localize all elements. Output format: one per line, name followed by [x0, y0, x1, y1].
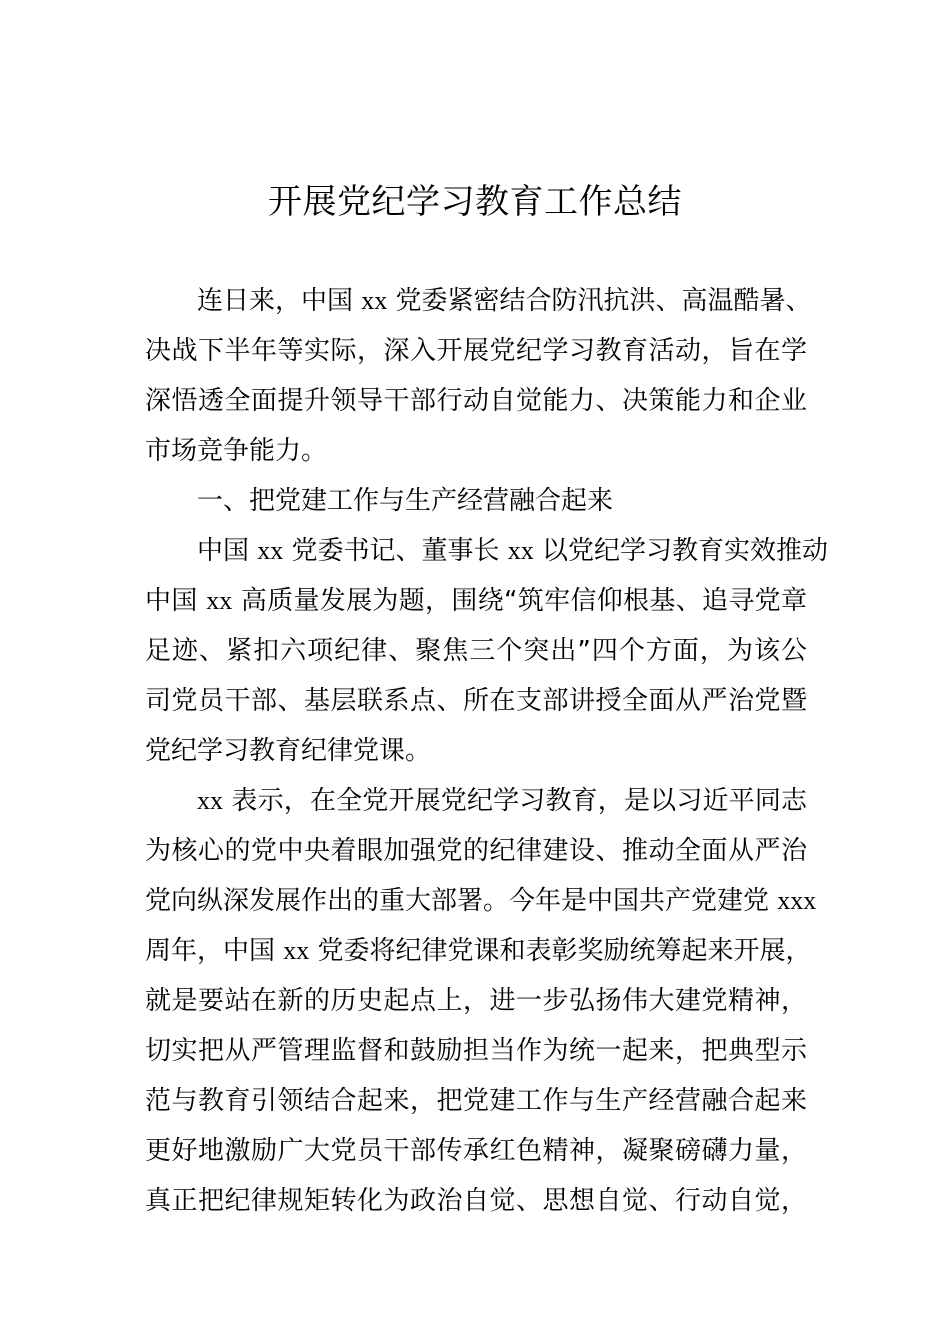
text-line: 深悟透全面提升领导干部行动自觉能力、决策能力和企业: [145, 386, 807, 416]
text-line: 决战下半年等实际，深入开展党纪学习教育活动，旨在学: [145, 336, 807, 366]
text-line: 就是要站在新的历史起点上，进一步弘扬伟大建党精神，: [145, 986, 807, 1016]
text-line: 范与教育引领结合起来，把党建工作与生产经营融合起来: [145, 1086, 807, 1116]
text-line: 更好地激励广大党员干部传承红色精神，凝聚磅礴力量，: [145, 1136, 807, 1166]
text-line: 足迹、紧扣六项纪律、聚焦三个突出”四个方面，为该公: [145, 636, 807, 666]
text-line: 为核心的党中央着眼加强党的纪律建设、推动全面从严治: [145, 836, 807, 866]
text-line: 中国 xx 高质量发展为题，围绕“筑牢信仰根基、追寻党章: [145, 586, 807, 616]
text-line: 真正把纪律规矩转化为政治自觉、思想自觉、行动自觉，: [145, 1186, 807, 1216]
text-line: 党纪学习教育纪律党课。: [145, 736, 432, 766]
text-line: 周年，中国 xx 党委将纪律党课和表彰奖励统筹起来开展，: [145, 936, 812, 966]
text-line: 司党员干部、基层联系点、所在支部讲授全面从严治党暨: [145, 686, 807, 716]
text-line: 中国 xx 党委书记、董事长 xx 以党纪学习教育实效推动: [197, 536, 829, 566]
text-line: xx 表示，在全党开展党纪学习教育，是以习近平同志: [197, 786, 807, 816]
text-line: 切实把从严管理监督和鼓励担当作为统一起来，把典型示: [145, 1036, 807, 1066]
text-line: 市场竞争能力。: [145, 436, 328, 466]
document-body: [145, 276, 829, 1226]
section-heading: 一、把党建工作与生产经营融合起来: [197, 486, 614, 516]
document-title: 开展党纪学习教育工作总结: [268, 182, 682, 222]
text-line: 连日来，中国 xx 党委紧密结合防汛抗洪、高温酷暑、: [197, 286, 812, 316]
text-line: 党向纵深发展作出的重大部署。今年是中国共产党建党 xxx: [145, 886, 817, 916]
